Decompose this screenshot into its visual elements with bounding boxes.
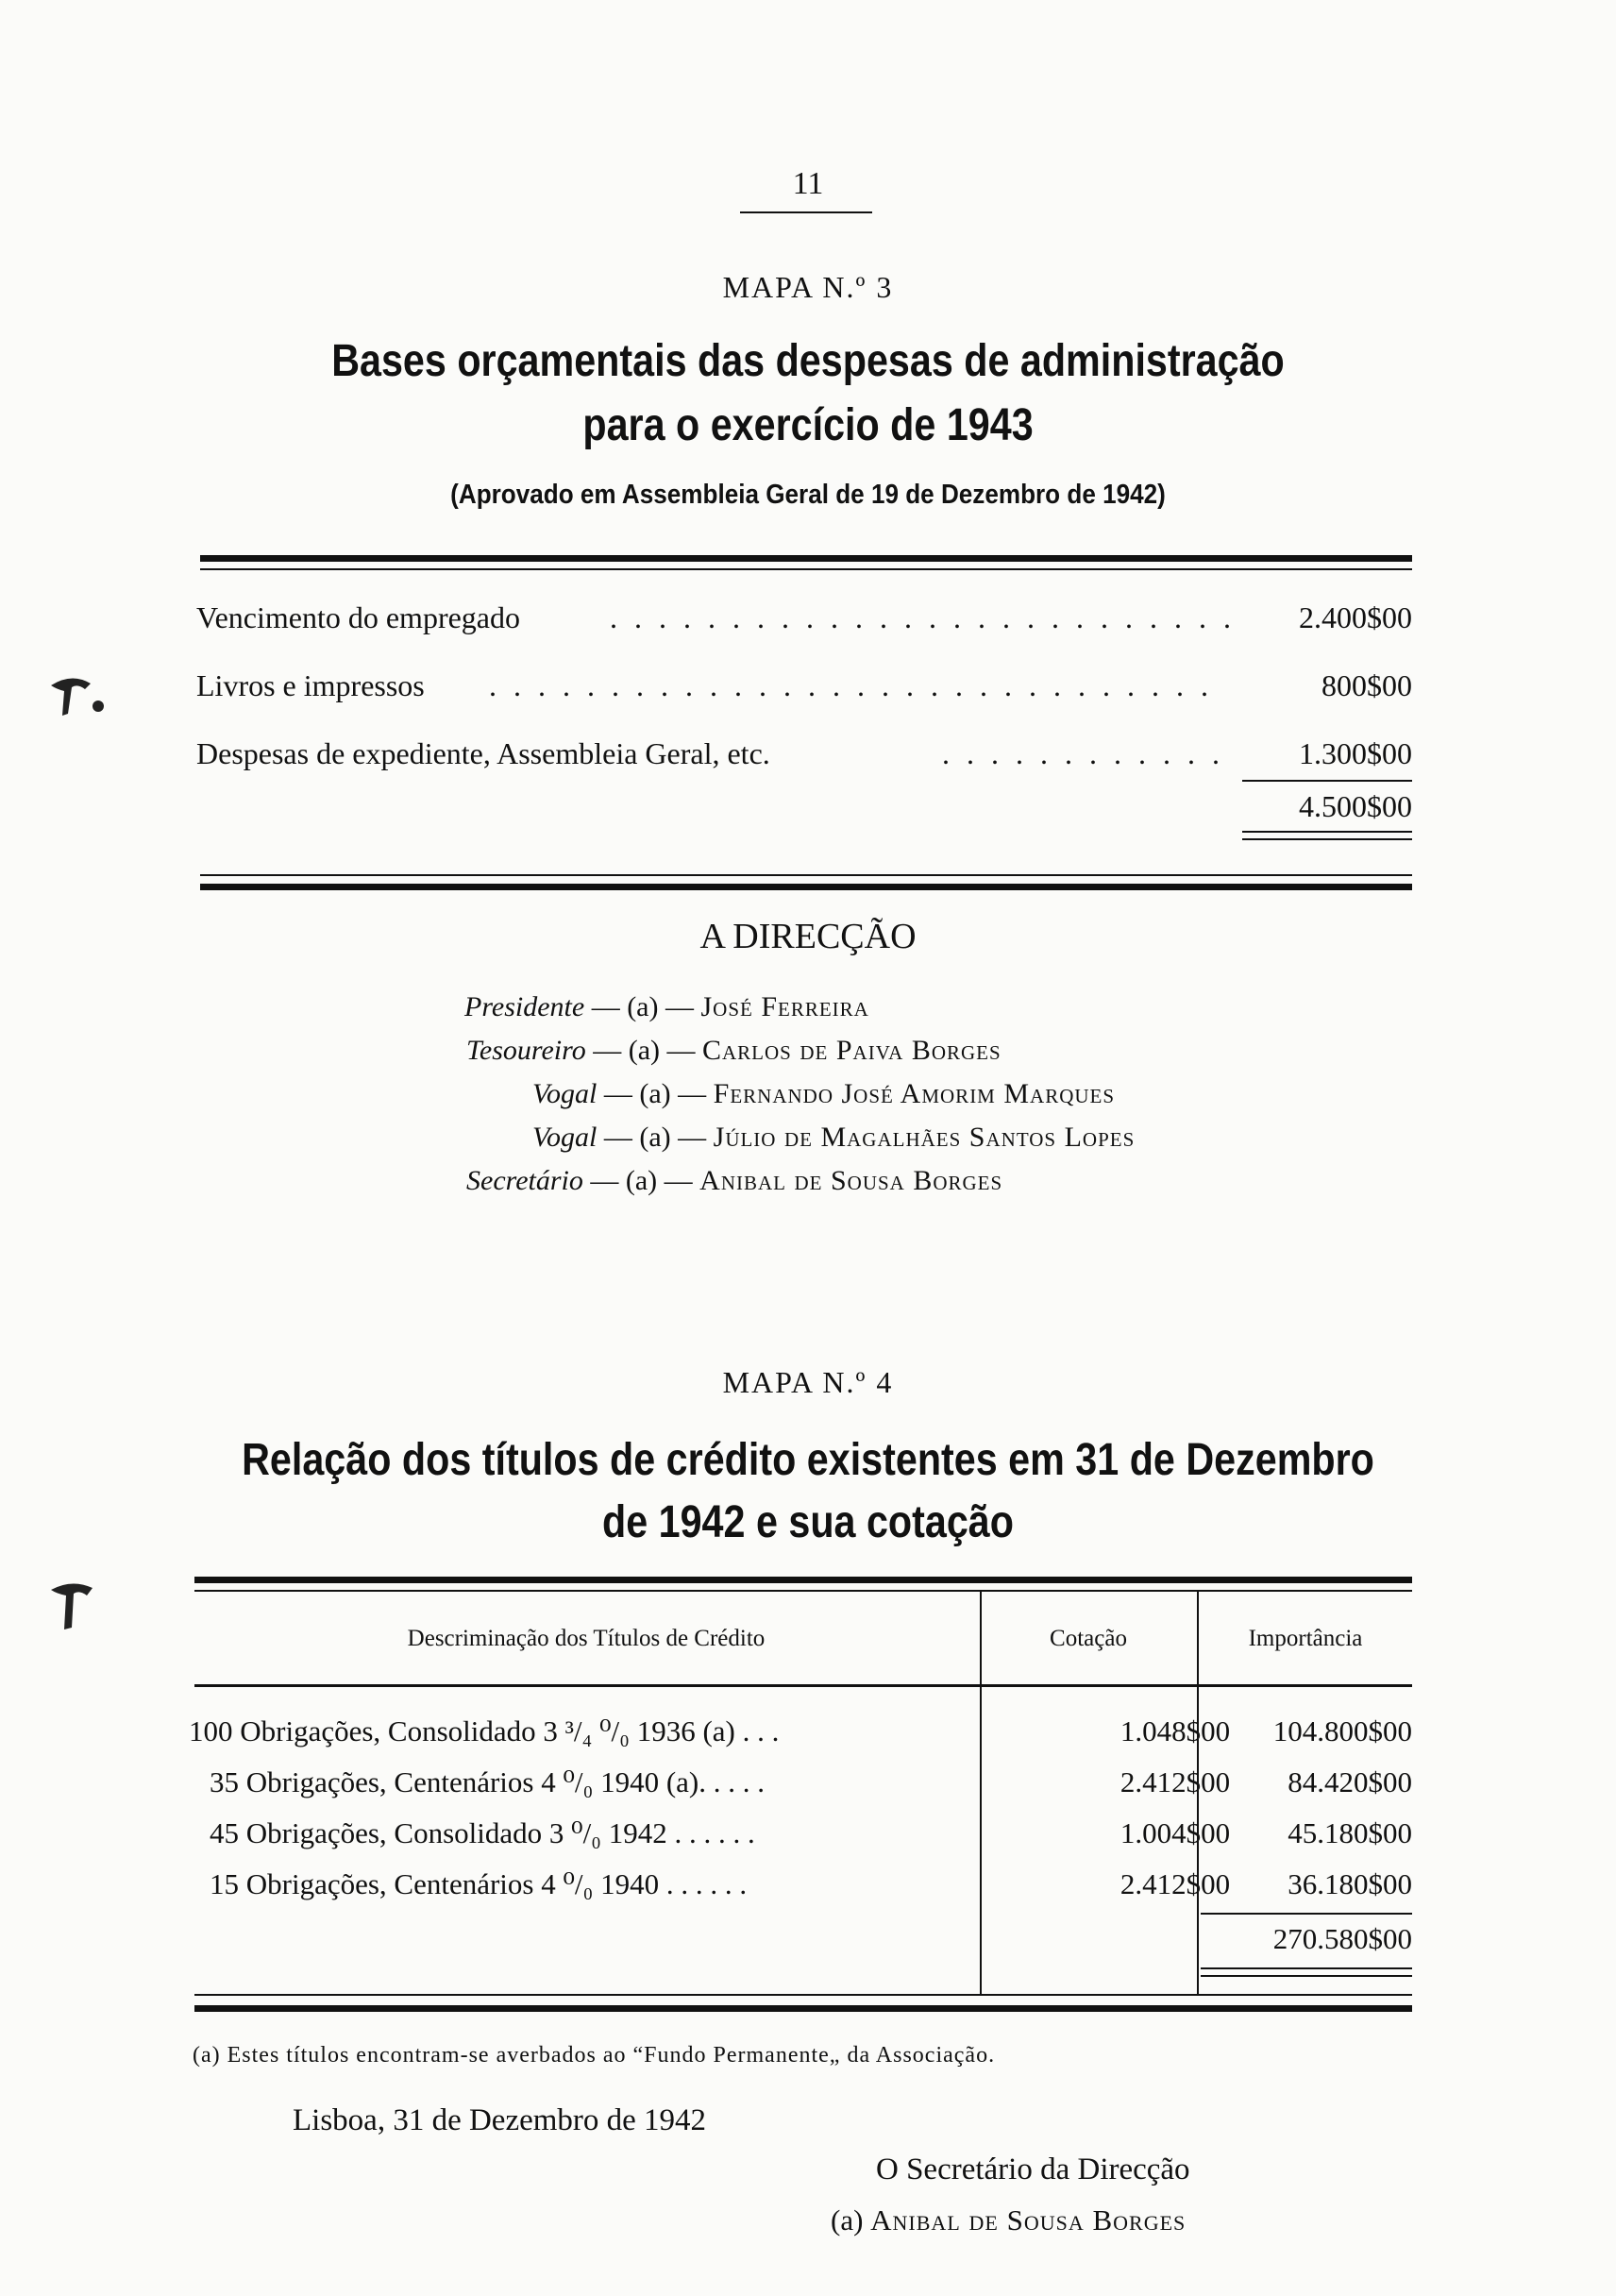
total-double-rule-top	[1242, 831, 1412, 833]
member-separator: — (a) —	[585, 1035, 702, 1066]
member-separator: — (a) —	[597, 1078, 714, 1109]
row-importancia: 45.180$00	[1288, 1816, 1412, 1849]
member-role: Vogal	[532, 1122, 598, 1153]
member-separator: — (a) —	[582, 1165, 700, 1196]
direccao-member	[466, 1165, 1002, 1207]
direccao-member	[464, 991, 869, 1033]
header-separator	[194, 1684, 1412, 1687]
budget-row-amount: 800$00	[1321, 668, 1412, 702]
row-cotacao: 1.048$00	[1119, 1714, 1231, 1747]
budget-total-row	[196, 789, 1412, 835]
budget-row	[196, 600, 1412, 646]
header-description: Descriminação dos Títulos de Crédito	[407, 1626, 766, 1651]
header-importancia: Importância	[1248, 1626, 1363, 1651]
header-cotacao: Cotação	[1050, 1626, 1127, 1651]
budget-row-label: Vencimento do empregado	[196, 600, 520, 634]
member-role: Presidente	[464, 991, 585, 1022]
row-cotacao: 2.412$00	[1119, 1867, 1231, 1900]
subtotal-rule	[1201, 1913, 1412, 1915]
page-number-underline	[740, 211, 872, 213]
mapa4-label: MAPA N.º 4	[722, 1365, 894, 1399]
member-name: Júlio de Magalhães Santos Lopes	[713, 1122, 1136, 1153]
budget-total-amount: 4.500$00	[1299, 789, 1412, 823]
row-description: 35 Obrigações, Centenários 4 ⁰/₀ 1940 (a). . . . .	[210, 1765, 765, 1798]
budget-row-label: Despesas de expediente, Assembleia Geral, etc.	[196, 736, 770, 770]
mapa4-top-rule	[194, 1577, 1412, 1583]
signature-name: Anibal de Sousa Borges	[870, 2203, 1187, 2237]
mapa4-bottom-rule-thin	[194, 1994, 1412, 1996]
signature-prefix: (a)	[831, 2203, 871, 2237]
member-role: Vogal	[532, 1078, 598, 1109]
row-importancia: 104.800$00	[1272, 1714, 1412, 1747]
table-row	[210, 1816, 1412, 1866]
mapa3-bottom-rule	[200, 884, 1412, 890]
row-description: 100 Obrigações, Consolidado 3 ³/₄ ⁰/₀ 1936 (a) . . .	[189, 1714, 780, 1747]
member-role: Tesoureiro	[466, 1035, 586, 1066]
signature-title: O Secretário da Direcção	[876, 2152, 1190, 2186]
mapa4-top-rule-thin	[194, 1590, 1412, 1592]
budget-row-amount: 1.300$00	[1299, 736, 1412, 770]
member-separator: — (a) —	[597, 1122, 714, 1153]
mapa4-bottom-rule	[194, 2005, 1412, 2012]
margin-mark-shape-icon	[43, 1575, 109, 1641]
mapa4-title-line1: Relação dos títulos de crédito existentes em 31 de Dezembro	[242, 1435, 1374, 1485]
mapa3-top-rule	[200, 555, 1412, 562]
budget-row	[196, 736, 1412, 782]
member-name: José Ferreira	[700, 991, 869, 1022]
total-double-rule-bottom	[1242, 838, 1412, 840]
table-total-amount: 270.580$00	[1272, 1922, 1412, 1955]
table-row	[210, 1765, 1412, 1815]
subtotal-rule	[1242, 780, 1412, 782]
footnote: (a) Estes títulos encontram-se averbados ao “Fundo Permanente„ da Associação.	[193, 2043, 996, 2068]
margin-mark-icon	[43, 668, 109, 748]
budget-row-label: Livros e impressos	[196, 668, 425, 702]
total-double-rule-top	[1201, 1967, 1412, 1969]
table-row	[210, 1867, 1412, 1916]
member-name: Anibal de Sousa Borges	[699, 1165, 1003, 1196]
page-number: 11	[792, 166, 824, 201]
signature-line	[831, 2203, 1186, 2237]
mapa3-subtitle: (Aprovado em Assembleia Geral de 19 de Dezembro de 1942)	[450, 480, 1166, 510]
budget-row	[196, 668, 1412, 714]
row-importancia: 36.180$00	[1288, 1867, 1412, 1900]
margin-mark-shape-icon	[43, 668, 109, 734]
member-role: Secretário	[466, 1165, 583, 1196]
place-date: Lisboa, 31 de Dezembro de 1942	[293, 2103, 707, 2137]
row-cotacao: 1.004$00	[1119, 1816, 1231, 1849]
mapa3-title-line2: para o exercício de 1943	[582, 400, 1034, 450]
mapa3-label: MAPA N.º 3	[722, 270, 894, 304]
direccao-member	[532, 1078, 1115, 1120]
row-description: 15 Obrigações, Centenários 4 ⁰/₀ 1940 . . . . . .	[210, 1867, 748, 1900]
margin-mark-icon	[43, 1575, 109, 1654]
mapa3-bottom-rule-thin	[200, 874, 1412, 876]
row-importancia: 84.420$00	[1288, 1765, 1412, 1798]
mapa4-title-line2: de 1942 e sua cotação	[602, 1497, 1014, 1547]
direccao-title: A DIRECÇÃO	[699, 917, 917, 956]
leader-dots: . . . . . . . . . . . . . . . . . . . . . . . . . . . . . .	[489, 668, 1213, 702]
member-separator: — (a) —	[584, 991, 701, 1022]
total-double-rule-bottom	[1201, 1975, 1412, 1977]
member-name: Carlos de Paiva Borges	[702, 1035, 1002, 1066]
row-cotacao: 2.412$00	[1119, 1765, 1231, 1798]
mapa3-top-rule-thin	[200, 568, 1412, 570]
budget-row-amount: 2.400$00	[1299, 600, 1412, 634]
table-row	[189, 1714, 1412, 1764]
leader-dots: . . . . . . . . . . . . . . . . . . . . . . . . . .	[610, 600, 1236, 634]
row-description: 45 Obrigações, Consolidado 3 ⁰/₀ 1942 . . . . . .	[210, 1816, 755, 1849]
leader-dots: . . . . . . . . . . . .	[942, 736, 1224, 770]
direccao-member	[532, 1122, 1135, 1163]
direccao-member	[466, 1035, 1002, 1076]
member-name: Fernando José Amorim Marques	[713, 1078, 1116, 1109]
table-total-row	[189, 1922, 1412, 1971]
mapa3-title-line1: Bases orçamentais das despesas de administração	[331, 336, 1285, 386]
